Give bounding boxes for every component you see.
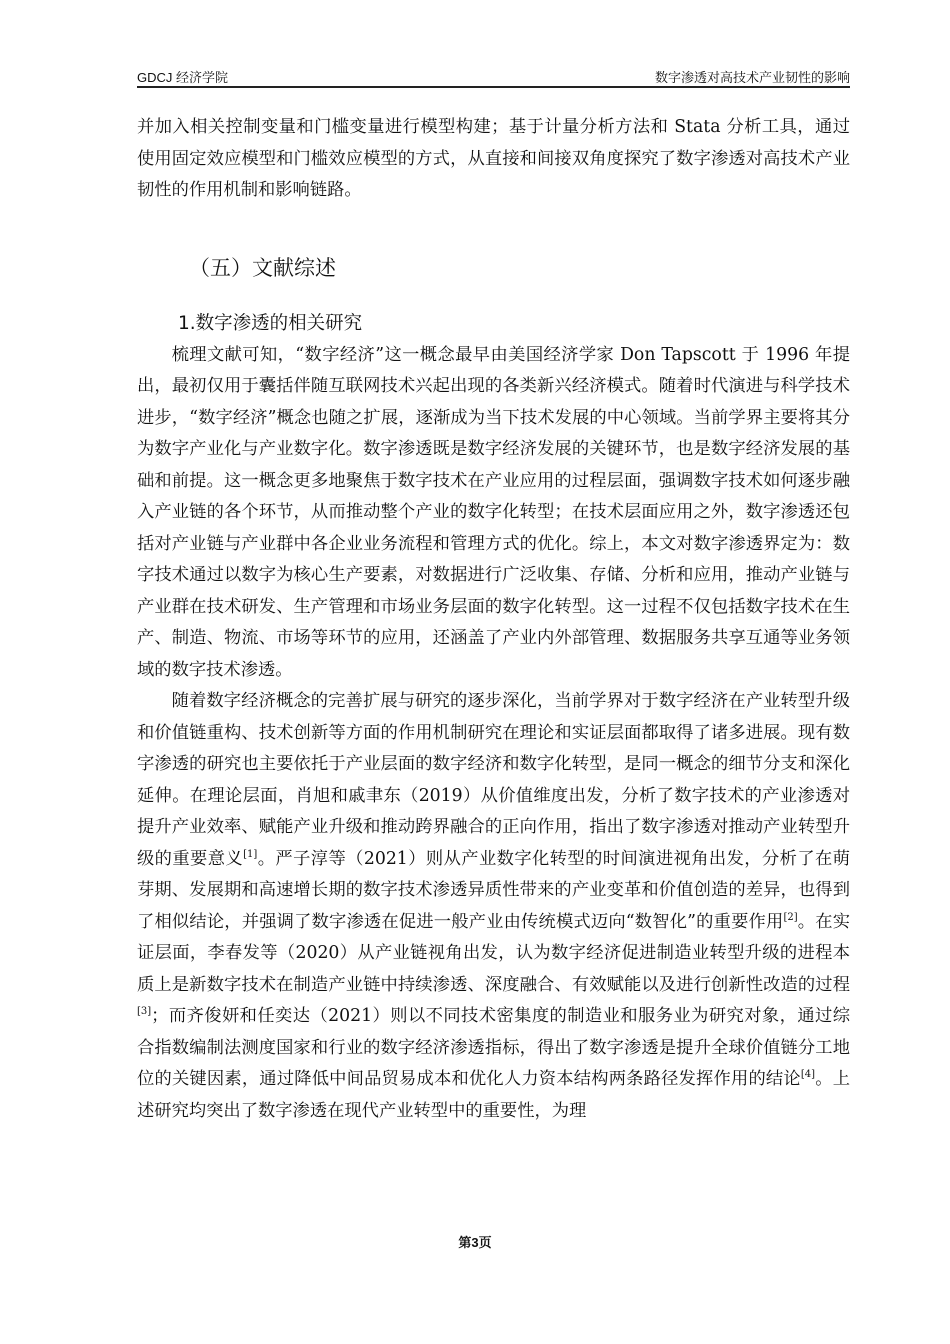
intro-paragraph: 并加入相关控制变量和门槛变量进行模型构建；基于计量分析方法和 Stata 分析工具，通过使用固定效应模型和门槛效应模型的方式，从直接和间接双角度探究了数字渗透对高技术产业韧性的作用机制和影响链路。: [137, 117, 850, 200]
paragraph-text: ；而齐俊妍和任奕达（2021）则以不同技术密集度的制造业和服务业为研究对象，通过综合指数编制法测度国家和行业的数字经济渗透指标，得出了数字渗透是提升全球价值链分工地位的关键因素，通过降低中间品贸易成本和优化人力资本结构两条路径发挥作用的结论: [137, 1006, 850, 1089]
citation-ref: [4]: [800, 1069, 816, 1081]
citation-ref: [2]: [783, 911, 798, 923]
page-body: [137, 112, 850, 1127]
paragraph-text: 。上述研究均突出了数字渗透在现代产业转型中的重要性，为理: [137, 1069, 850, 1121]
section-heading: （五）文献综述: [189, 255, 336, 280]
header-institution: GDCJ 经济学院: [137, 70, 229, 85]
citation-ref: [1]: [243, 848, 258, 860]
citation-ref: [3]: [137, 1006, 152, 1018]
page-header: [137, 66, 850, 88]
subsection-heading: 1.数字渗透的相关研究: [178, 312, 363, 334]
paragraph-text: 随着数字经济概念的完善扩展与研究的逐步深化，当前学界对于数字经济在产业转型升级和价值链重构、技术创新等方面的作用机制研究在理论和实证层面都取得了诸多进展。现有数字渗透的研究也主要依托于产业层面的数字经济和数字化转型，是同一概念的细节分支和深化延伸。在理论层面，肖旭和戚聿东（2019）从价值维度出发，分析了数字技术的产业渗透对提升产业效率、赋能产业升级和推动跨界融合的正向作用，指出了数字渗透对推动产业转型升级的重要意义: [137, 691, 850, 869]
body-paragraph-2: [137, 686, 850, 1127]
paragraph-text: 。在实证层面，李春发等（2020）从产业链视角出发，认为数字经济促进制造业转型升级的进程本质上是新数字技术在制造产业链中持续渗透、深度融合、有效赋能以及进行创新性改造的过程: [137, 911, 850, 995]
header-paper-title: 数字渗透对高技术产业韧性的影响: [654, 70, 850, 85]
body-paragraph-1: 梳理文献可知，“数字经济”这一概念最早由美国经济学家 Don Tapscott 于 1996 年提出，最初仅用于囊括伴随互联网技术兴起出现的各类新兴经济模式。随着时代演进与科学技术进步，“数字经济”概念也随之扩展，逐渐成为当下技术发展的中心领域。当前学界主要将其分为数字产业化与产业数字化。数字渗透既是数字经济发展的关键环节，也是数字经济发展的基础和前提。这一概念更多地聚焦于数字技术在产业应用的过程层面，强调数字技术如何逐步融入产业链的各个环节，从而推动整个产业的数字化转型；在技术层面应用之外，数字渗透还包括对产业链与产业群中各企业业务流程和管理方式的优化。综上，本文对数字渗透界定为：数字技术通过以数字为核心生产要素，对数据进行广泛收集、存储、分析和应用，推动产业链与产业群在技术研发、生产管理和市场业务层面的数字化转型。这一过程不仅包括数字技术在生产、制造、物流、市场等环节的应用，还涵盖了产业内外部管理、数据服务共享互通等业务领域的数字技术渗透。: [137, 344, 850, 680]
page-number: 第3页: [458, 1235, 492, 1250]
paragraph-text: 。严子淳等（2021）则从产业数字化转型的时间演进视角出发，分析了在萌芽期、发展期和高速增长期的数字技术渗透异质性带来的产业变革和价值创造的差异，也得到了相似结论，并强调了数字渗透在促进一般产业由传统模式迈向“数智化”的重要作用: [137, 848, 850, 932]
